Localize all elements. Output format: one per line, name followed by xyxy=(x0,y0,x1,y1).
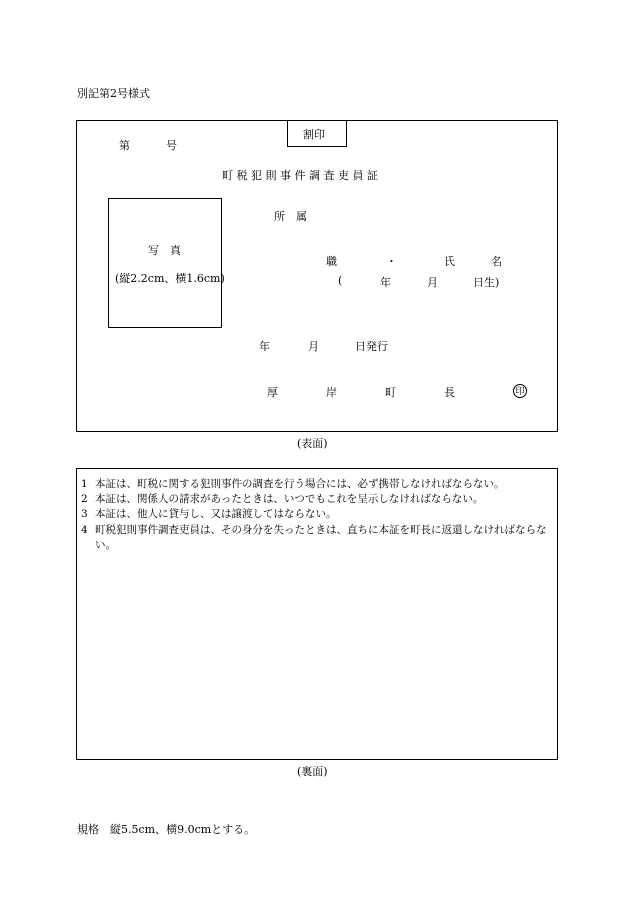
mei-label: 名 xyxy=(491,255,502,268)
dot-label: ・ xyxy=(386,255,397,268)
back-caption: (裏面) xyxy=(297,765,328,778)
front-caption: (表面) xyxy=(297,437,328,450)
shozoku-label: 所 属 xyxy=(274,210,307,223)
birth-tsuki: 月 xyxy=(427,276,438,289)
number-go: 号 xyxy=(166,139,177,152)
notes-list xyxy=(81,477,555,553)
form-label: 別記第2号様式 xyxy=(77,87,150,100)
issuer-char-1: 厚 xyxy=(267,386,278,399)
number-dai: 第 xyxy=(119,139,130,152)
note-text: 町税犯則事件調査吏員は、その身分を失ったときは、直ちに本証を町長に返還しなければならない。 xyxy=(95,523,547,551)
photo-box xyxy=(108,198,222,328)
note-item xyxy=(81,507,555,522)
issuer-char-2: 岸 xyxy=(326,386,337,399)
shi-label: 氏 xyxy=(444,255,455,268)
seal-stamp: 印 xyxy=(513,384,527,398)
birth-open: ( xyxy=(338,274,343,287)
note-text: 本証は、関係人の請求があったときは、いつでもこれを呈示しなければならない。 xyxy=(95,493,484,506)
photo-label: 写 真 xyxy=(148,244,181,257)
note-number: 2 xyxy=(81,493,88,506)
birth-nen: 年 xyxy=(380,276,391,289)
spec-text: 規格 縦5.5cm、横9.0cmとする。 xyxy=(77,823,256,836)
issuer-char-4: 長 xyxy=(444,386,455,399)
issue-hi: 日発行 xyxy=(355,340,388,353)
birth-hi: 日生) xyxy=(473,276,500,289)
note-number: 1 xyxy=(81,478,88,490)
note-number: 4 xyxy=(81,523,88,536)
note-number: 3 xyxy=(81,508,88,521)
note-item xyxy=(81,477,555,492)
issue-tsuki: 月 xyxy=(308,340,319,353)
card-title: 町 税 犯 則 事 件 調 査 吏 員 証 xyxy=(222,169,378,182)
issue-nen: 年 xyxy=(259,340,270,353)
note-text: 本証は、他人に貸与し、又は譲渡してはならない。 xyxy=(95,508,337,521)
issuer-char-3: 町 xyxy=(385,386,396,399)
warin-label: 割印 xyxy=(303,128,325,141)
note-item xyxy=(81,523,555,553)
photo-size: (縦2.2cm、横1.6cm) xyxy=(115,272,225,285)
note-item xyxy=(81,492,555,507)
note-text: 本証は、町税に関する犯則事件の調査を行う場合には、必ず携帯しなければならない。 xyxy=(95,478,505,490)
shoku-label: 職 xyxy=(326,255,337,268)
